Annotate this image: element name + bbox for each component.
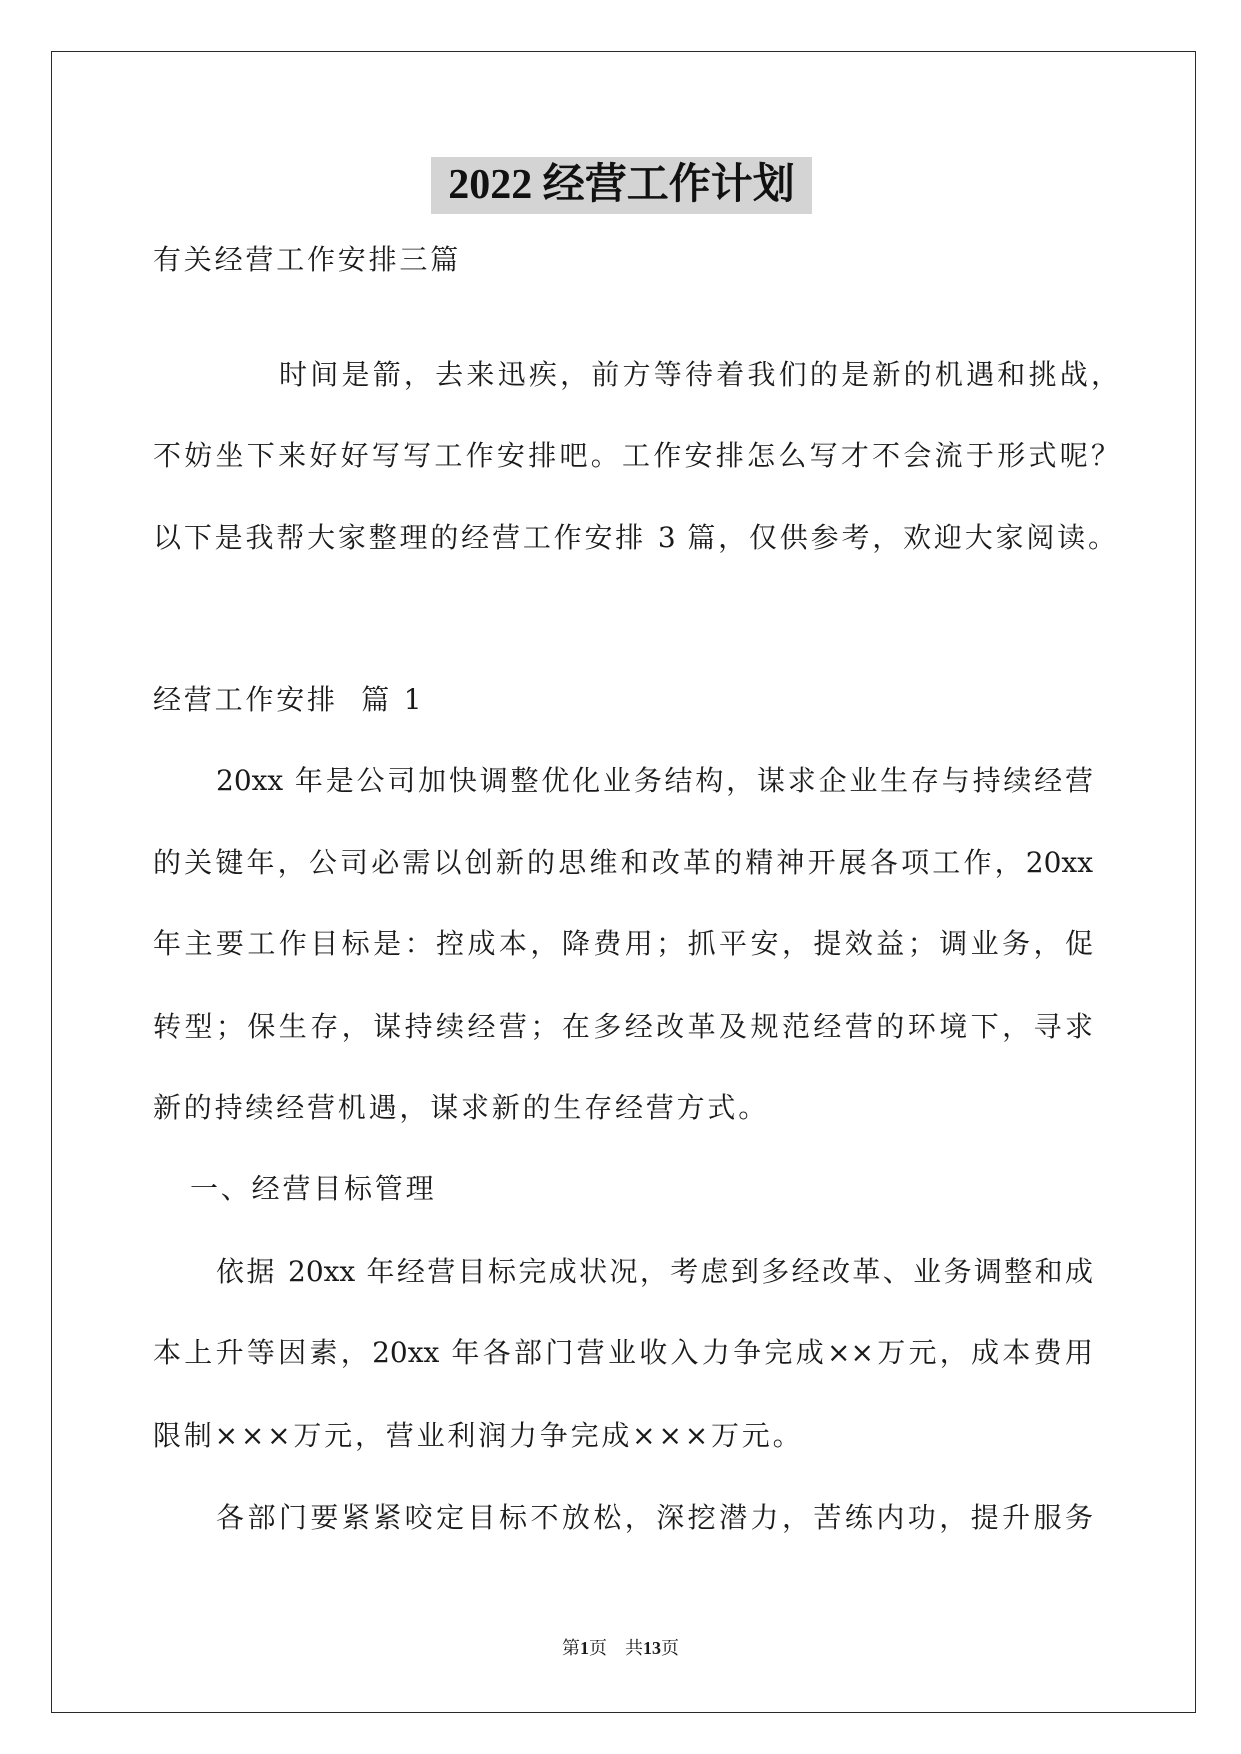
section-heading: 经营工作安排 篇 1 (153, 683, 425, 716)
document-title: 2022 经营工作计划 (431, 157, 812, 214)
intro-line: 不妨坐下来好好写写工作安排吧。工作安排怎么写才不会流于形式呢？ (153, 439, 1119, 472)
target-line: 本上升等因素，20xx 年各部门营业收入力争完成××万元，成本费用 (153, 1336, 1093, 1369)
section-line: 的关键年，公司必需以创新的思维和改革的精神开展各项工作，20xx (153, 846, 1093, 879)
page-footer (0, 1635, 1241, 1661)
target-line: 依据 20xx 年经营目标完成状况，考虑到多经改革、业务调整和成 (216, 1255, 1093, 1288)
document-subtitle: 有关经营工作安排三篇 (153, 243, 462, 276)
section-line: 新的持续经营机遇，谋求新的生存经营方式。 (153, 1091, 770, 1124)
intro-line: 以下是我帮大家整理的经营工作安排 3 篇，仅供参考，欢迎大家阅读。 (153, 521, 1116, 554)
page-number: 1 (580, 1638, 589, 1658)
target-line: 限制×××万元，营业利润力争完成×××万元。 (153, 1419, 804, 1452)
section-line: 20xx 年是公司加快调整优化业务结构，谋求企业生存与持续经营 (216, 764, 1093, 797)
section-line: 年主要工作目标是：控成本，降费用；抓平安，提效益；调业务，促 (153, 927, 1093, 960)
footer-middle: 页 共 (589, 1638, 643, 1658)
intro-line: 时间是箭，去来迅疾，前方等待着我们的是新的机遇和挑战， (279, 358, 1119, 391)
footer-suffix: 页 (661, 1638, 679, 1658)
section-line: 转型；保生存，谋持续经营；在多经改革及规范经营的环境下，寻求 (153, 1010, 1093, 1043)
footer-prefix: 第 (562, 1638, 580, 1658)
total-pages: 13 (643, 1638, 661, 1658)
paragraph-line: 各部门要紧紧咬定目标不放松，深挖潜力，苦练内功，提升服务 (216, 1501, 1093, 1534)
subheading: 一、经营目标管理 (190, 1172, 437, 1205)
